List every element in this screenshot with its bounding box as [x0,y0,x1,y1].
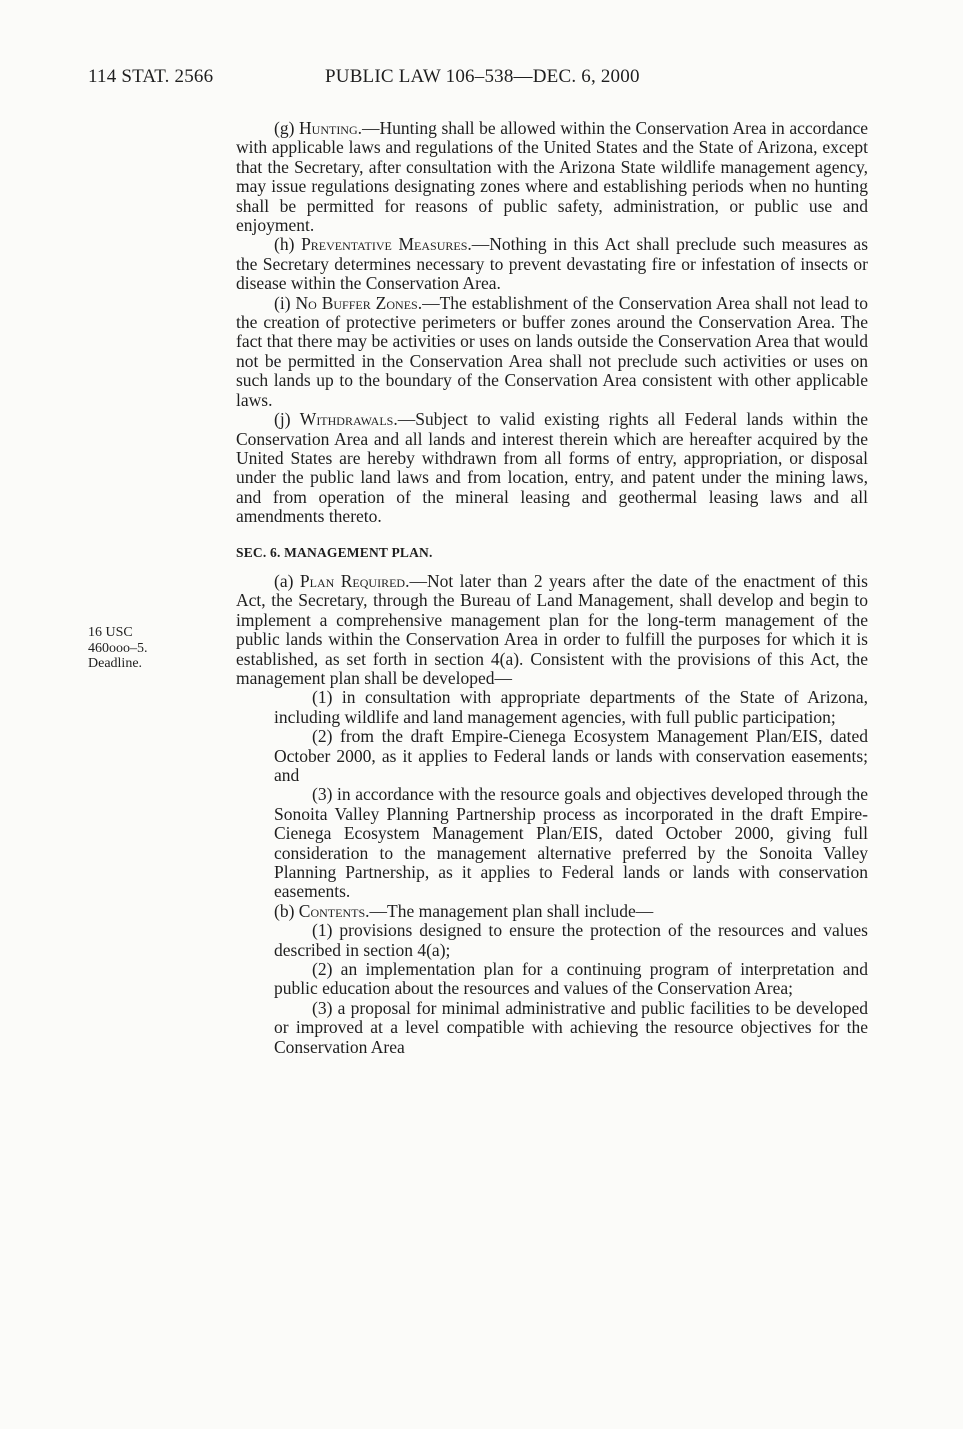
subsection-text: —Nothing in this Act shall preclude such measures as the Secretary determines necessary to prevent devastating fire or infestation of insects or disease within the Conservation Area. [236,234,869,294]
subsection-label: (j) [274,409,300,430]
margin-note-line: 460ooo–5. [88,640,148,656]
list-item: (1) in consultation with appropriate departments of the State of Arizona, including wildlife and land management agencies, with full public participation; [274,687,868,727]
subsection-text: —The establishment of the Conservation Area shall not lead to the creation of protective perimeters or buffer zones around the Conservation Area. The fact that there may be activities or uses on lands outside the Conservation Area that would not be permitted in the Conservation Area shall not preclude such activities or uses on such lands up to the boundary of the Conservation Area consistent with other applicable laws. [236,292,868,410]
margin-note [88,625,188,672]
subsection-label: (h) [274,234,302,255]
subsection-heading: Withdrawals. [299,409,398,430]
margin-note-line: 16 USC [88,625,133,640]
margin-note-line: Deadline. [88,656,143,671]
subsection-label: (i) [274,292,296,313]
subsection-a [236,572,868,688]
subsection-b [236,902,868,921]
subsection-i [236,294,868,410]
subsection-text: —Subject to valid existing rights all Federal lands within the Conservation Area and all lands and interest therein which are hereafter acquired by the United States are hereby withdrawn from all forms of entry, appropriation, or disposal under the public land laws and from location, entry, and patent under the mining laws, and from operation of the mineral leasing and geothermal leasing laws and all amendments thereto. [236,409,868,527]
subsection-heading: Contents. [298,900,370,921]
subsection-label: (g) [274,118,300,138]
page-header [88,66,878,96]
section-heading: SEC. 6. MANAGEMENT PLAN. [236,544,433,560]
page-number: 114 STAT. 2566 [88,66,214,87]
subsection-j [236,410,868,526]
subsection-heading: Preventative Measures. [301,234,472,255]
list-item: (2) an implementation plan for a continuing program of interpretation and public education about the resources and values of the Conservation Area; [274,959,868,999]
subsection-text: —The management plan shall include— [369,900,654,921]
subsection-g [236,119,868,235]
subsection-label: (b) [274,900,299,921]
list-item: (1) provisions designed to ensure the protection of the resources and values described in section 4(a); [274,920,868,960]
subsection-heading: Plan Required. [299,570,410,591]
subsection-h [236,235,868,293]
document-body [236,119,868,1057]
list-item: (3) a proposal for minimal administrative and public facilities to be developed or improved at a level compatible with achieving the resource objectives for the Conservation Area [274,997,868,1057]
subsection-text: —Not later than 2 years after the date of the enactment of this Act, the Secretary, through the Bureau of Land Management, shall develop and begin to implement a comprehensive management plan for the long-term management of the public lands within the Conservation Area in order to fulfill the purposes for which it is established, as set forth in section 4(a). Consistent with the provisions of this Act, the management plan shall be developed— [236,570,868,688]
subsection-label: (a) [274,570,300,591]
list-item: (2) from the draft Empire-Cienega Ecosystem Management Plan/EIS, dated October 2000, as it applies to Federal lands or lands with conservation easements; and [274,726,868,785]
list-item: (3) in accordance with the resource goals and objectives developed through the Sonoita Valley Planning Partnership process as incorporated in the draft Empire-Cienega Ecosystem Management Plan/EIS, dated October 2000, giving full consideration to the management alternative preferred by the Sonoita Valley Planning Partnership, as it applies to Federal lands or lands with conservation easements. [274,784,868,902]
subsection-text: —Hunting shall be allowed within the Conservation Area in accordance with applicable laws and regulations of the United States and the State of Arizona, except that the Secretary, after consultation with the Arizona State wildlife management agency, may issue regulations designating zones where and establishing periods when no hunting shall be permitted for reasons of public safety, administration, or public use and enjoyment. [236,118,868,236]
law-title: PUBLIC LAW 106–538—DEC. 6, 2000 [325,66,640,87]
subsection-heading: No Buffer Zones. [295,292,423,313]
subsection-heading: Hunting. [299,118,363,138]
